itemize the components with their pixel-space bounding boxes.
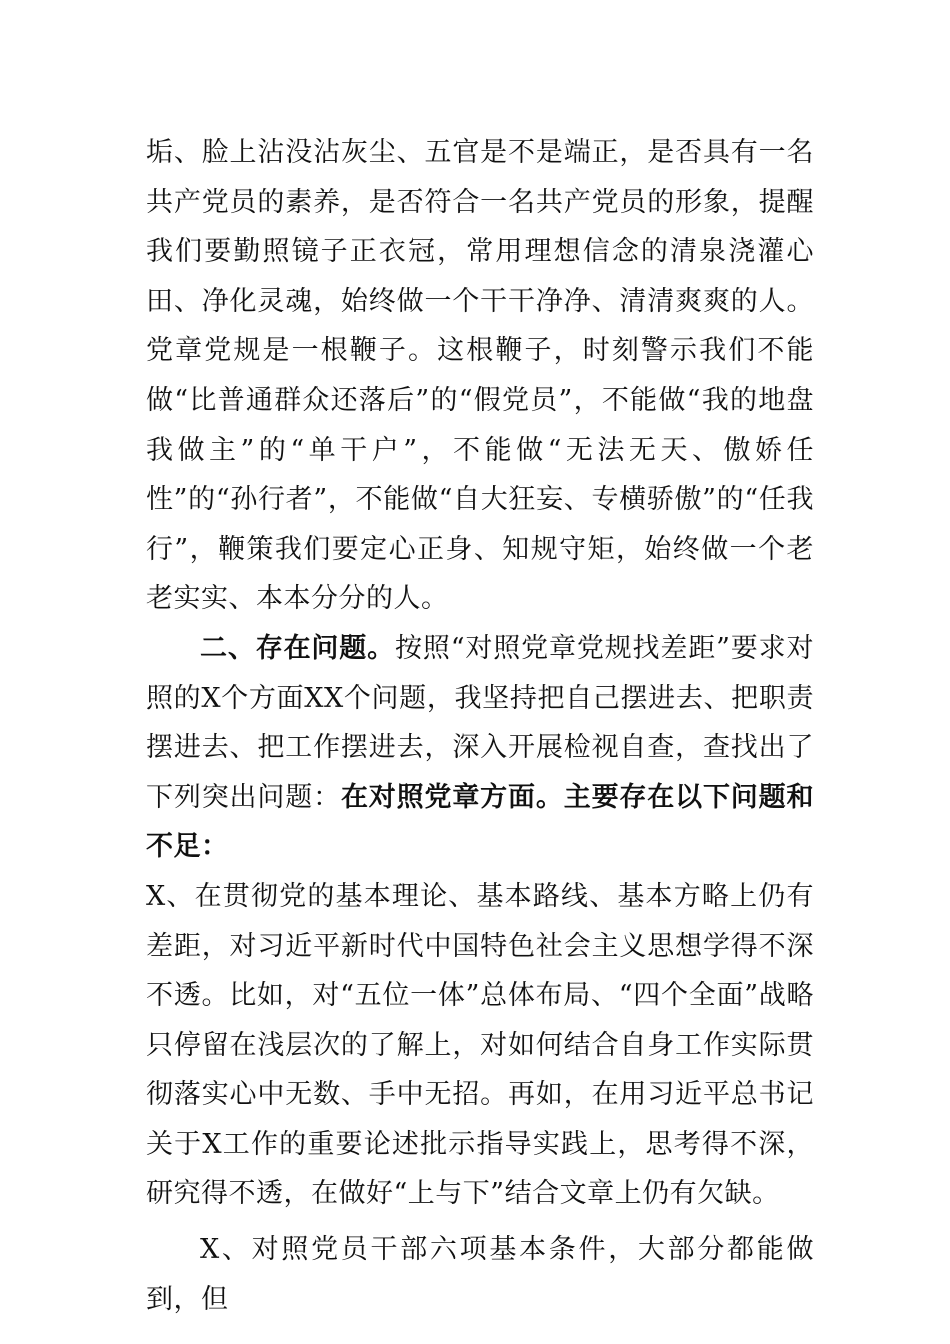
paragraph-continuation: 垢、脸上沾没沾灰尘、五官是不是端正，是否具有一名共产党员的素养，是否符合一名共产党员的形象，提醒我们要勤照镜子正衣冠，常用理想信念的清泉浇灌心田、净化灵魂，始终做一个干干净净、清清爽爽的人。党章党规是一根鞭子。这根鞭子，时刻警示我们不能做“比普通群众还落后”的“假党员”，不能做“我的地盘我做主”的“单干户”，不能做“无法无天、傲娇任性”的“孙行者”，不能做“自大狂妄、专横骄傲”的“任我行”，鞭策我们要定心正身、知规守矩，始终做一个老老实实、本本分分的人。 <box>146 137 814 615</box>
party-constitution-subheading: 在对照党章方面。主要存在以下问题和不足： <box>146 781 815 863</box>
document-body <box>146 128 814 1324</box>
problems-intro-text: 按照“对照党章党规找差距”要求对照的X个方面XX个问题，我坚持把自己摆进去、把职责摆进去、把工作摆进去，深入开展检视自查，查找出了下列突出问题： <box>146 632 815 813</box>
paragraph-item-theory: X、在贯彻党的基本理论、基本路线、基本方略上仍有差距，对习近平新时代中国特色社会主义思想学得不深不透。比如，对“五位一体”总体布局、“四个全面”战略只停留在浅层次的了解上，对如何结合自身工作实际贯彻落实心中无数、手中无招。再如，在用习近平总书记关于X工作的重要论述批示指导实践上，思考得不深，研究得不透，在做好“上与下”结合文章上仍有欠缺。 <box>146 880 814 1210</box>
paragraph-problems <box>146 624 814 872</box>
section-heading-problems: 二、存在问题。 <box>200 632 396 664</box>
paragraph-item-conditions: X、对照党员干部六项基本条件，大部分都能做到，但 <box>146 1234 814 1315</box>
